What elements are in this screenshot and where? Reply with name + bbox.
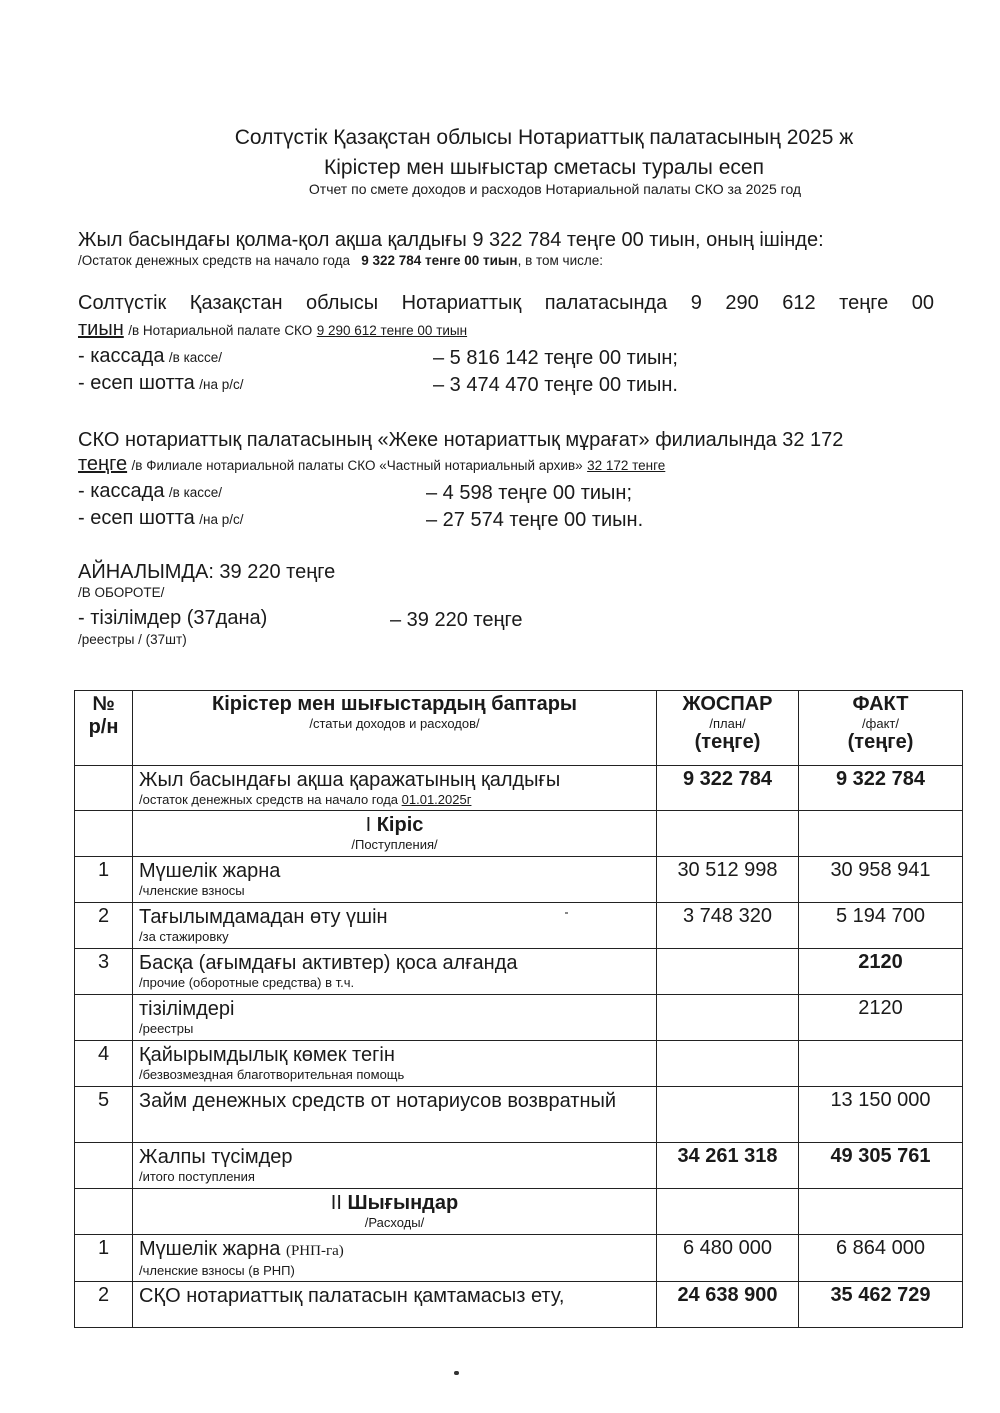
income-row-sub: /прочие (оборотные средства) в т.ч. [139, 975, 355, 990]
income-section-title-cell [133, 811, 657, 857]
expense-row-name-cell [133, 1282, 657, 1328]
income-row-name-cell [133, 1041, 657, 1087]
income-row-plan: 3 748 320 [657, 903, 799, 949]
income-row-num: 5 [75, 1087, 133, 1143]
income-section-label: Кіріс [376, 814, 424, 836]
chamber-ru-amount: 9 290 612 тенге 00 тиын [316, 323, 468, 338]
expense-row [75, 1235, 963, 1282]
expense-section-row [75, 1189, 963, 1235]
income-row-name [139, 997, 650, 1021]
header-plan-main: ЖОСПАР [682, 693, 773, 715]
header-name-sub: /статьи доходов и расходов/ [309, 716, 480, 731]
opening-ru-amount: 9 322 784 тенге 00 тиын [361, 253, 518, 268]
branch-account-value: – 27 574 теңге 00 тиын. [426, 509, 644, 531]
opening-ru-prefix: /Остаток денежных средств на начало года [78, 253, 350, 268]
expense-row-sub: /членские взносы (в РНП) [139, 1263, 295, 1278]
expense-rows [75, 1235, 963, 1328]
header-plan [657, 691, 799, 766]
chamber-cash-value: – 5 816 142 теңге 00 тиын; [433, 347, 678, 369]
chamber-account-label [78, 372, 243, 395]
expense-section-plan [657, 1189, 799, 1235]
chamber-balance-ru [78, 318, 467, 341]
branch-cash-label [78, 480, 222, 503]
opening-row-sub-date: 01.01.2025г [401, 792, 472, 807]
circulation-kz: АЙНАЛЫМДА: 39 220 теңге [78, 561, 336, 583]
income-row-fact: 5 194 700 [799, 903, 963, 949]
header-name [133, 691, 657, 766]
income-row-num: 1 [75, 857, 133, 903]
income-row-sub: /реестры [139, 1021, 194, 1036]
branch-balance-kz: СКО нотариаттық палатасының «Жеке нотариаттық мұрағат» филиалында 32 172 [78, 429, 844, 451]
income-total-name-cell [133, 1143, 657, 1189]
income-row-num: 2 [75, 903, 133, 949]
registers-value: – 39 220 теңге [390, 609, 523, 631]
chamber-account-value: – 3 474 470 теңге 00 тиын. [433, 374, 678, 396]
branch-tenge: теңге [78, 453, 128, 475]
expense-section-fact [799, 1189, 963, 1235]
expense-row-name [139, 1237, 650, 1263]
opening-balance-kz: Жыл басындағы қолма-қол ақша қалдығы 9 322 784 теңге 00 тиын, оның ішінде: [78, 229, 824, 251]
branch-ru-amount: 32 172 тенге [587, 458, 666, 473]
income-section-num [75, 811, 133, 857]
expense-section-num [75, 1189, 133, 1235]
expense-row-plan: 6 480 000 [657, 1235, 799, 1282]
income-total-sub: /итого поступления [139, 1169, 255, 1184]
report-title-kz-line1: Солтүстік Қазақстан облысы Нотариаттық палатасының 2025 ж [234, 126, 854, 149]
header-fact-sub: /факт/ [862, 716, 899, 731]
opening-num [75, 766, 133, 811]
income-row-fact: 30 958 941 [799, 857, 963, 903]
income-row-plan [657, 1087, 799, 1143]
branch-account-label-kz: - есеп шотта [78, 507, 195, 529]
branch-balance-ru [78, 453, 665, 476]
chamber-account-label-ru: /на р/с/ [199, 377, 244, 392]
opening-row-plan: 9 322 784 [657, 766, 799, 811]
expense-section-sub: /Расходы/ [364, 1215, 425, 1230]
expense-row-name-text: Мүшелік жарна [139, 1238, 281, 1260]
income-row-sub: /членские взносы [139, 883, 245, 898]
income-row-fact: 2120 [799, 949, 963, 995]
branch-ru-prefix: /в Филиале нотариальной палаты СКО «Частный нотариальный архив» [131, 458, 583, 473]
income-row-fact [799, 1041, 963, 1087]
income-row-name-text: Қайырымдылық көмек тегін [139, 1044, 395, 1066]
income-row-num [75, 995, 133, 1041]
chamber-cash-label-kz: - кассада [78, 345, 165, 367]
branch-account-label-ru: /на р/с/ [199, 512, 244, 527]
scan-dot [454, 1371, 459, 1375]
income-row-name [139, 1043, 650, 1067]
header-num-sub: р/н [88, 716, 119, 738]
branch-cash-label-kz: - кассада [78, 480, 165, 502]
header-num-main: № [92, 693, 115, 715]
income-row-name-text: Займ денежных средств от нотариусов возвратный [139, 1090, 617, 1112]
opening-ru-suffix: , в том числе: [517, 253, 604, 268]
income-row-name-cell [133, 995, 657, 1041]
expense-section-roman: II [330, 1192, 342, 1214]
income-total-fact: 49 305 761 [799, 1143, 963, 1189]
header-plan-unit: (теңге) [694, 731, 761, 753]
income-row-sub: /за стажировку [139, 929, 229, 944]
expense-section-title-cell [133, 1189, 657, 1235]
expense-row-fact: 35 462 729 [799, 1282, 963, 1328]
expense-row-num: 1 [75, 1235, 133, 1282]
expense-row-name-cell [133, 1235, 657, 1282]
branch-cash-value: – 4 598 теңге 00 тиын; [426, 482, 633, 504]
header-fact [799, 691, 963, 766]
header-name-main: Кірістер мен шығыстардың баптары [211, 693, 577, 715]
registers-ru: /реестры / (37шт) [78, 632, 187, 647]
chamber-tiyn: тиын [78, 318, 124, 340]
chamber-cash-label [78, 345, 222, 368]
income-section-sub: /Поступления/ [351, 837, 438, 852]
estimate-table [74, 690, 963, 1328]
income-row-name [139, 1089, 650, 1113]
chamber-balance-kz: Солтүстік Қазақстан облысы Нотариаттық палатасында 9 290 612 теңге 00 [78, 292, 934, 314]
chamber-cash-label-ru: /в кассе/ [168, 350, 223, 365]
income-row-name-text: Басқа (ағымдағы активтер) қоса алғанда [139, 952, 518, 974]
income-row-name-cell [133, 903, 657, 949]
income-row [75, 857, 963, 903]
income-row-name-cell [133, 949, 657, 995]
expense-row-name-extra: (РНП-га) [285, 1243, 344, 1259]
opening-balance-ru [78, 253, 603, 268]
expense-section-label: Шығындар [347, 1192, 459, 1214]
chamber-ru-prefix: /в Нотариальной палате СКО [128, 323, 313, 338]
opening-row-sub-prefix: /остаток денежных средств на начало года [139, 792, 399, 807]
income-row-num: 3 [75, 949, 133, 995]
income-row-plan [657, 949, 799, 995]
income-section-plan [657, 811, 799, 857]
report-title-ru: Отчет по смете доходов и расходов Нотариальной палаты СКО за 2025 год [308, 181, 802, 197]
expense-section-title [139, 1191, 650, 1215]
opening-row-name: Жыл басындағы ақша қаражатының қалдығы [139, 769, 561, 791]
income-row-sub: /безвозмездная благотворительная помощь [139, 1067, 405, 1082]
header-fact-unit: (теңге) [847, 731, 914, 753]
income-row-name [139, 905, 650, 929]
opening-name-cell [133, 766, 657, 811]
branch-cash-label-ru: /в кассе/ [168, 485, 223, 500]
income-rows [75, 857, 963, 1143]
income-section-roman: I [365, 814, 372, 836]
opening-balance-row [75, 766, 963, 811]
income-row [75, 949, 963, 995]
income-row-plan [657, 1041, 799, 1087]
income-section-title [139, 813, 650, 837]
income-row-name-text: тізілімдері [139, 998, 235, 1020]
header-num [75, 691, 133, 766]
income-total-row [75, 1143, 963, 1189]
income-row-name [139, 951, 650, 975]
expense-row [75, 1282, 963, 1328]
income-row-name-text: Тағылымдамадан өту үшін [139, 906, 388, 928]
income-row [75, 1087, 963, 1143]
expense-row-fact: 6 864 000 [799, 1235, 963, 1282]
opening-row-fact: 9 322 784 [799, 766, 963, 811]
income-row-fact: 2120 [799, 995, 963, 1041]
circulation-ru: /В ОБОРОТЕ/ [78, 585, 165, 600]
expense-row-name [139, 1284, 650, 1308]
income-total-name: Жалпы түсімдер [139, 1146, 293, 1168]
income-row-fact: 13 150 000 [799, 1087, 963, 1143]
header-plan-sub: /план/ [709, 716, 746, 731]
income-row [75, 1041, 963, 1087]
income-section-row [75, 811, 963, 857]
branch-account-label [78, 507, 243, 530]
income-row-num: 4 [75, 1041, 133, 1087]
table-header-row [75, 691, 963, 766]
income-row-name-cell [133, 857, 657, 903]
expense-row-plan: 24 638 900 [657, 1282, 799, 1328]
expense-row-name-text: СҚО нотариаттық палатасын қамтамасыз ету, [139, 1285, 565, 1307]
header-fact-main: ФАКТ [852, 693, 909, 715]
income-row-name [139, 859, 650, 883]
scan-speck [565, 912, 568, 914]
registers-kz: - тізілімдер (37дана) [78, 607, 268, 629]
chamber-account-label-kz: - есеп шотта [78, 372, 195, 394]
income-row [75, 903, 963, 949]
income-total-plan: 34 261 318 [657, 1143, 799, 1189]
income-row [75, 995, 963, 1041]
income-row-plan [657, 995, 799, 1041]
income-section-fact [799, 811, 963, 857]
opening-row-sub [139, 792, 650, 808]
income-row-name-cell [133, 1087, 657, 1143]
report-title-kz-line2: Кірістер мен шығыстар сметасы туралы есеп [324, 156, 764, 179]
income-total-num [75, 1143, 133, 1189]
income-row-plan: 30 512 998 [657, 857, 799, 903]
expense-row-num: 2 [75, 1282, 133, 1328]
income-row-name-text: Мүшелік жарна [139, 860, 281, 882]
